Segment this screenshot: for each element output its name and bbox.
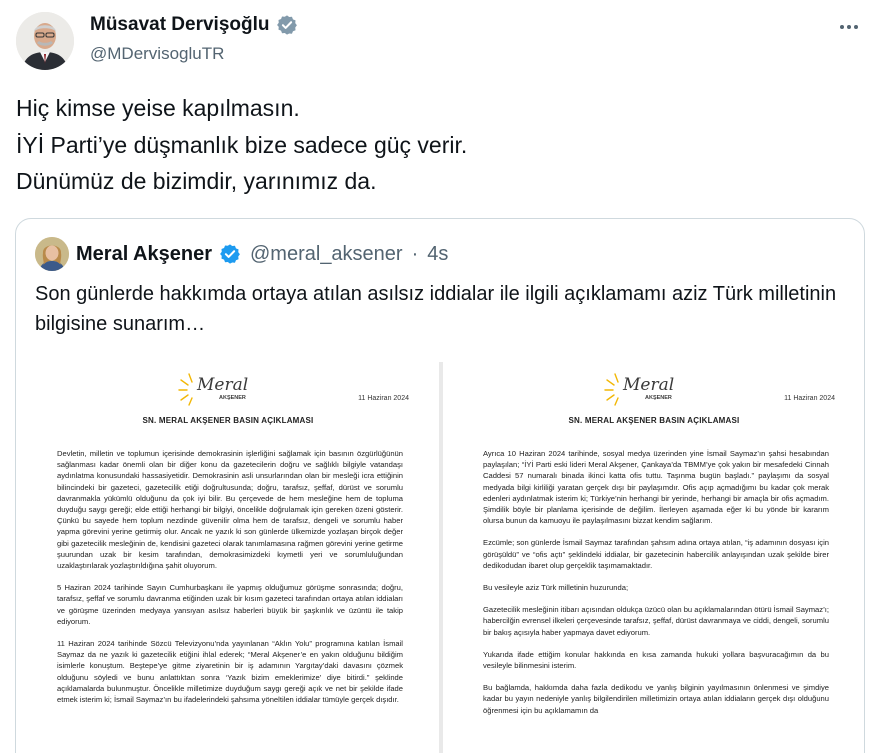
author-display-name[interactable]: Müsavat Dervişoğlu bbox=[90, 14, 270, 35]
document-paragraph: Ayrıca 10 Haziran 2024 tarihinde, sosyal medya üzerinden yine İsmail Saymaz’ın şahsi hesabından paylaşılan; “İYİ Parti eski lideri Meral Akşener, Çankaya’da TBMM’ye çok yakın bir mesafedeki Cinnah Caddesi 57 numaralı binada ikinci katta ofis tuttu. Taşınma bugün başladı.” paylaşımı da sosyal medyada bilgi kirliliği yaratan gerçek dışı bir paylaşımdır. Ofis açıp açmadığımı bu kadar çok merak edenleri aydınlatmak isterim ki; Türkiye’nin herhangi bir yerinde, herhangi bir amaçla bir ofis açmadım. Şimdilik böyle bir planlama içerisinde de değilim. İlerleyen aşamada eğer ki bu yönde bir kararım olursa bunun da kamuoyu ile paylaşılmasını bizzat kendim sağlarım. bbox=[483, 449, 829, 526]
tweet-line: Dünümüz de bizimdir, yarınımız da. bbox=[16, 168, 377, 194]
quoted-tweet[interactable] bbox=[15, 218, 865, 753]
author-avatar-image bbox=[16, 12, 74, 70]
document-paragraph: Ezcümle; son günlerde İsmail Saymaz tarafından şahsım adına ortaya atılan, “iş adamının dosyası için görüşüldü” ve “ofis açtı” şeklindeki iddialar, bir gazetecinin habercilik anlayışından uzak şekilde birer dedikodudan ibaret olup gerçeklik taşımamaktadır. bbox=[483, 538, 829, 570]
quoted-avatar-image bbox=[35, 237, 69, 271]
quoted-tweet-header bbox=[35, 237, 448, 271]
tweet-line: İYİ Parti’ye düşmanlık bize sadece güç verir. bbox=[16, 131, 468, 158]
document-title: SN. MERAL AKŞENER BASIN AÇIKLAMASI bbox=[142, 416, 314, 425]
document-paragraph: Gazetecilik mesleğinin itibarı açısından oldukça üzücü olan bu açıklamalarından ötürü İsmail Saymaz’ı; habercilğin evrensel ilkeleri çerçevesinde tarafsız, şeffaf, dürüst davranmaya ve ciddi, dengeli, sorumlu bir bakış açısıyla haber yapmaya davet ediyorum. bbox=[483, 605, 829, 637]
document-date: 11 Haziran 2024 bbox=[358, 395, 409, 402]
document-paragraph: Devletin, milletin ve toplumun içerisinde demokrasinin işlerliğini sağlamak için basının özgürlüğünün sağlanması kadar önemli olan bir diğer konu da gazetecilerin doğru ve sağlıklı bilgiyle vatandaşı aydınlatma konusundaki hassasiyetidir. Demokrasinin asli unsurlarından olan bir mesleği icra ettiğinin bilincindeki bir gazeteci, gazetecilik etiği doğrultusunda; doğru, tarafsız, şeffaf, dürüst ve sorumlu davranmakla yükümlü olduğunu da çok iyi bilir. Bu çerçevede de hem mesleğine hem de topluma duyduğu saygı gereği; elde ettiği herhangi bir bilgiyi, öncelikle doğrulamak için gereken özeni gösterir. Çünkü bu sayede hem toplum nezdinde güvenilir olma hem de tarafsız, dengeli ve sorumlu haber yapma görevini yerine getirmiş olur. Ancak ne yazık ki son günlerde ülkemizde yozlaşan birçok değer gibi gazetecilik mesleğinin de, kendisini gazeteci olarak tanımlamasına rağmen görevini yerine getirme şuurundan uzak bir kesim tarafından, demokrasimizdeki kıymetli yeri ve sorumluluğundan uzaklaştırılarak yozlaştırıldığına şahit oluyorum. bbox=[57, 449, 403, 571]
quoted-separator: · bbox=[411, 242, 419, 265]
more-dot bbox=[854, 25, 858, 29]
quoted-author-avatar[interactable] bbox=[35, 237, 69, 271]
document-paragraph: Bu vesileyle aziz Türk milletinin huzurunda; bbox=[483, 583, 629, 593]
author-avatar[interactable] bbox=[16, 12, 74, 70]
quoted-author-handle[interactable]: @meral_aksener bbox=[250, 242, 403, 265]
quoted-author-name[interactable]: Meral Akşener bbox=[76, 242, 212, 265]
document-paragraph: Yukarıda ifade ettiğim konular hakkında en kısa zamanda hukuki yollara başvuracağımın da bu vesileyle bilinmesini isterim. bbox=[483, 649, 829, 671]
more-dot bbox=[840, 25, 844, 29]
document-image-2[interactable] bbox=[443, 362, 865, 753]
document-body bbox=[57, 448, 403, 716]
tweet-text bbox=[16, 90, 856, 200]
document-title: SN. MERAL AKŞENER BASIN AÇIKLAMASI bbox=[568, 416, 740, 425]
document-paragraph: Bu bağlamda, hakkımda daha fazla dedikodu ve yanlış bilginin yayılmasının önlenmesi ve şimdiye kadar bu yayın nedeniyle yanlış bilgilendirilen milletimizin ortaya atılan iddiaların gerçek dışı olduğunu öğrenmesi için bu açıklamamın da bbox=[483, 683, 829, 715]
document-paragraph: 11 Haziran 2024 tarihinde Sözcü Televizyonu’nda yayınlanan “Aklın Yolu” programına katılan İsmail Saymaz da ne yazık ki gazetecilik etiğini ihlal ederek; “Meral Akşener’e en yakın olduğunu bildiğim isimlerle konuştum. Beştepe’ye gitme ziyaretinin bir iş adamının Yargıtay’daki davasını çözmek olduğunu söyledi ve bunu anlattıktan sonra ‘Yazık bizim emeklerimize’ diye bitirdi.” şeklinde açıklamalarda bulunmuştur. Öncelikle milletimize duyduğum saygı gereği açık ve net bir şekilde ifade etmek isterim ki; İsmail Saymaz’ın bu ifadelerindeki şahsıma yöneltilen iddialar tümüyle gerçek dışıdır. bbox=[57, 639, 403, 705]
more-options-icon[interactable] bbox=[836, 16, 862, 38]
quoted-tweet-text: Son günlerde hakkımda ortaya atılan asılsız iddialar ile ilgili açıklamamı aziz Türk milletinin bilgisine sunarım… bbox=[35, 283, 837, 335]
more-dot bbox=[847, 25, 851, 29]
meral-aksener-logo bbox=[173, 368, 283, 408]
tweet-header bbox=[16, 8, 866, 74]
verified-badge-icon[interactable] bbox=[276, 14, 298, 36]
document-date: 11 Haziran 2024 bbox=[784, 395, 835, 402]
author-handle[interactable]: @MDervisogluTR bbox=[90, 44, 225, 63]
logo-subtext: AKŞENER bbox=[219, 395, 246, 401]
author-name-row bbox=[90, 14, 298, 36]
logo-text: Meral bbox=[623, 375, 675, 395]
logo-text: Meral bbox=[197, 375, 249, 395]
quoted-timestamp[interactable]: 4s bbox=[427, 242, 449, 265]
document-paragraph: 5 Haziran 2024 tarihinde Sayın Cumhurbaşkanı ile yapmış olduğumuz görüşme sonrasında; doğru, tarafsız, şeffaf ve sorumlu davranma etiğinden uzak bir kısım gazeteci tarafından ortaya atılan iddiaları ve görüşme üzerinden medyaya yansıyan asılsız haberleri büyük bir şaşkınlık ve üzüntü ile takip ediyorum. bbox=[57, 583, 403, 626]
quoted-verified-badge-icon[interactable] bbox=[219, 243, 241, 265]
logo-subtext: AKŞENER bbox=[645, 395, 672, 401]
quoted-media-grid bbox=[17, 362, 865, 753]
meral-aksener-logo bbox=[599, 368, 709, 408]
document-image-1[interactable] bbox=[17, 362, 439, 753]
document-body bbox=[483, 448, 829, 727]
tweet-line: Hiç kimse yeise kapılmasın. bbox=[16, 95, 300, 121]
